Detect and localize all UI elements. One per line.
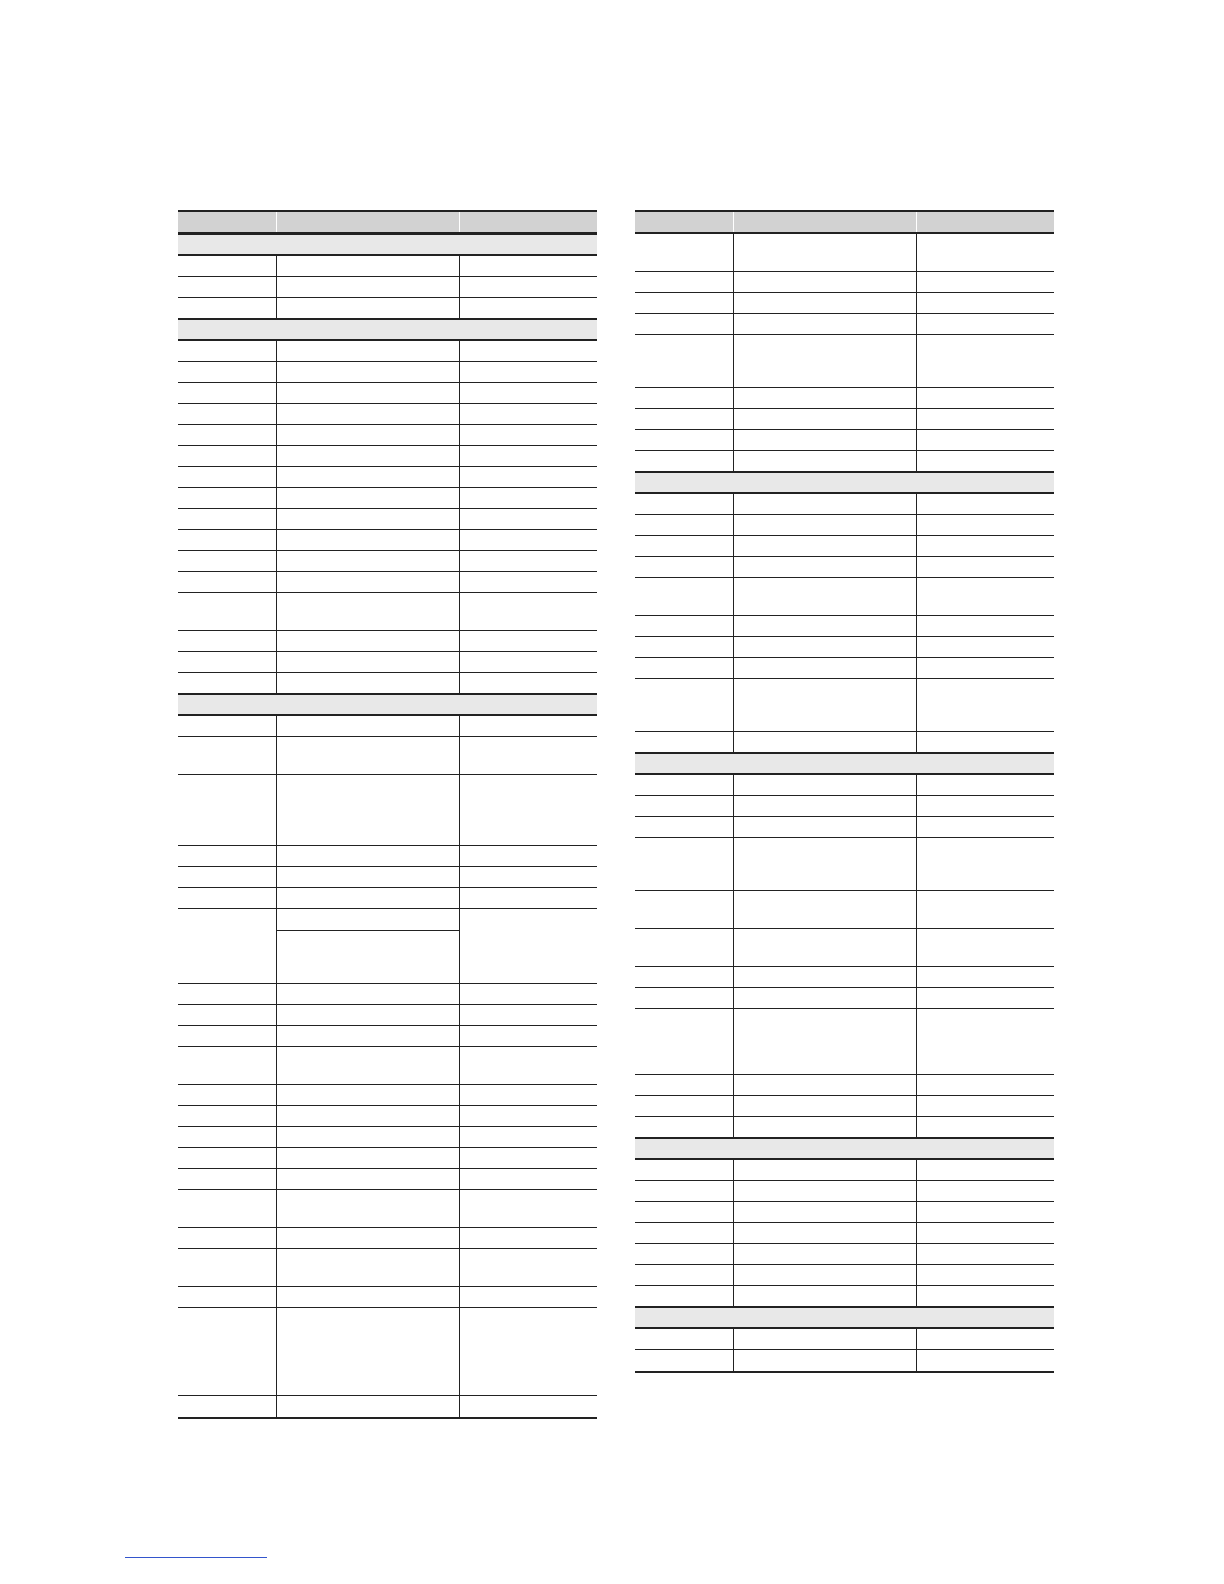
column-divider	[916, 494, 917, 514]
table-row	[178, 716, 597, 737]
column-divider	[276, 1026, 277, 1046]
column-divider	[733, 578, 734, 615]
column-divider	[276, 425, 277, 445]
table-row	[635, 335, 1054, 388]
table-row	[178, 1287, 597, 1308]
column-divider	[459, 1308, 460, 1395]
column-divider	[459, 551, 460, 571]
table-row	[635, 1286, 1054, 1307]
table-row	[635, 679, 1054, 732]
column-divider	[733, 637, 734, 657]
table-row	[635, 1329, 1054, 1350]
table-row	[635, 1244, 1054, 1265]
column-divider	[459, 631, 460, 651]
column-divider	[459, 1026, 460, 1046]
column-divider	[459, 1169, 460, 1189]
column-divider	[276, 673, 277, 693]
table-row	[635, 557, 1054, 578]
column-divider	[733, 732, 734, 752]
column-divider	[733, 557, 734, 577]
table-row	[178, 1169, 597, 1190]
table-row	[635, 616, 1054, 637]
section-row	[635, 753, 1054, 775]
column-divider	[459, 383, 460, 403]
column-divider	[276, 737, 277, 774]
table-row	[635, 1265, 1054, 1286]
column-divider	[276, 846, 277, 866]
table-row	[178, 256, 597, 277]
column-divider	[459, 1148, 460, 1168]
column-divider	[276, 1190, 277, 1227]
left-table	[178, 210, 597, 1419]
section-row	[635, 1138, 1054, 1160]
table-row	[635, 536, 1054, 557]
column-divider	[276, 888, 277, 908]
column-divider	[916, 838, 917, 890]
column-divider	[276, 1308, 277, 1395]
table-row	[178, 775, 597, 846]
column-divider	[733, 1329, 734, 1349]
table-row	[635, 838, 1054, 891]
table-row	[635, 1096, 1054, 1117]
table-row	[178, 1026, 597, 1047]
column-divider	[459, 1287, 460, 1307]
table-row	[635, 1117, 1054, 1138]
column-divider	[276, 277, 277, 297]
column-divider	[459, 488, 460, 508]
column-divider	[733, 388, 734, 408]
table-row	[178, 467, 597, 488]
table-row	[635, 430, 1054, 451]
column-divider	[733, 272, 734, 292]
column-divider	[459, 212, 460, 232]
column-divider	[733, 1117, 734, 1137]
column-divider	[733, 1181, 734, 1201]
table-row	[178, 277, 597, 298]
column-divider	[916, 212, 917, 232]
column-divider	[916, 335, 917, 387]
table-header	[635, 210, 1054, 234]
table-row	[178, 383, 597, 404]
column-divider	[459, 1005, 460, 1025]
table-row	[178, 1228, 597, 1249]
column-divider	[276, 404, 277, 424]
table-row	[635, 1009, 1054, 1075]
section-row	[178, 319, 597, 341]
table-row	[178, 1190, 597, 1228]
column-divider	[733, 838, 734, 890]
column-divider	[733, 1265, 734, 1285]
table-row	[635, 732, 1054, 753]
column-divider	[733, 1244, 734, 1264]
column-divider	[916, 293, 917, 313]
column-divider	[916, 1329, 917, 1349]
column-divider	[733, 212, 734, 232]
table-row	[178, 298, 597, 319]
table-row	[178, 593, 597, 631]
column-divider	[276, 551, 277, 571]
table-row	[178, 488, 597, 509]
column-divider	[733, 817, 734, 837]
column-divider	[733, 234, 734, 271]
column-divider	[733, 967, 734, 987]
column-divider	[276, 488, 277, 508]
column-divider	[916, 929, 917, 966]
column-divider	[916, 1350, 917, 1371]
column-divider	[916, 775, 917, 795]
column-divider	[276, 716, 277, 736]
column-divider	[459, 509, 460, 529]
column-divider	[459, 593, 460, 630]
column-divider	[916, 1117, 917, 1137]
column-divider	[459, 404, 460, 424]
column-divider	[459, 530, 460, 550]
column-divider	[733, 1350, 734, 1371]
column-divider	[459, 572, 460, 592]
table-row	[178, 509, 597, 530]
column-divider	[916, 536, 917, 556]
table-row	[635, 272, 1054, 293]
column-divider	[916, 314, 917, 334]
column-divider	[459, 1249, 460, 1286]
column-divider	[276, 1396, 277, 1417]
column-divider	[916, 891, 917, 928]
column-divider	[459, 1085, 460, 1105]
column-divider	[276, 1249, 277, 1286]
column-divider	[459, 277, 460, 297]
column-divider	[733, 515, 734, 535]
column-divider	[276, 362, 277, 382]
column-divider	[733, 929, 734, 966]
column-divider	[276, 631, 277, 651]
column-divider	[733, 796, 734, 816]
table-row	[178, 1106, 597, 1127]
column-divider	[276, 1106, 277, 1126]
table-row	[178, 867, 597, 888]
column-divider	[459, 362, 460, 382]
column-divider	[459, 1228, 460, 1248]
table-row	[635, 451, 1054, 472]
column-divider	[733, 335, 734, 387]
column-divider	[276, 867, 277, 887]
column-divider	[276, 1005, 277, 1025]
table-row	[178, 1127, 597, 1148]
section-row	[178, 694, 597, 716]
table-header	[178, 210, 597, 234]
table-row	[635, 409, 1054, 430]
column-divider	[916, 388, 917, 408]
column-divider	[459, 673, 460, 693]
table-row	[635, 494, 1054, 515]
column-divider	[459, 1047, 460, 1084]
column-divider	[459, 446, 460, 466]
column-divider	[276, 1085, 277, 1105]
cell-split-line	[276, 930, 459, 931]
table-row	[178, 572, 597, 593]
column-divider	[276, 909, 277, 983]
column-divider	[459, 1190, 460, 1227]
column-divider	[459, 909, 460, 983]
column-divider	[459, 737, 460, 774]
table-row	[178, 425, 597, 446]
table-row	[178, 673, 597, 694]
column-divider	[276, 1148, 277, 1168]
table-row	[178, 984, 597, 1005]
column-divider	[459, 1106, 460, 1126]
column-divider	[916, 557, 917, 577]
table-row	[178, 631, 597, 652]
column-divider	[916, 409, 917, 429]
column-divider	[276, 572, 277, 592]
table-row	[635, 796, 1054, 817]
column-divider	[916, 1202, 917, 1222]
table-row	[635, 388, 1054, 409]
column-divider	[276, 530, 277, 550]
column-divider	[916, 1265, 917, 1285]
column-divider	[916, 637, 917, 657]
column-divider	[459, 341, 460, 361]
table-row	[635, 1181, 1054, 1202]
column-divider	[459, 867, 460, 887]
column-divider	[459, 298, 460, 318]
table-row	[178, 341, 597, 362]
column-divider	[916, 967, 917, 987]
column-divider	[459, 716, 460, 736]
table-row	[635, 1160, 1054, 1181]
column-divider	[733, 988, 734, 1008]
column-divider	[459, 888, 460, 908]
column-divider	[916, 658, 917, 678]
column-divider	[276, 1228, 277, 1248]
column-divider	[276, 1047, 277, 1084]
column-divider	[916, 451, 917, 471]
column-divider	[733, 430, 734, 450]
section-row	[178, 234, 597, 256]
column-divider	[733, 616, 734, 636]
column-divider	[733, 293, 734, 313]
column-divider	[916, 1244, 917, 1264]
column-divider	[916, 616, 917, 636]
table-row	[178, 1148, 597, 1169]
column-divider	[459, 1127, 460, 1147]
column-divider	[276, 298, 277, 318]
column-divider	[916, 732, 917, 752]
table-row	[635, 967, 1054, 988]
column-divider	[459, 652, 460, 672]
column-divider	[459, 846, 460, 866]
table-row	[178, 404, 597, 425]
column-divider	[276, 383, 277, 403]
table-row	[178, 551, 597, 572]
column-divider	[733, 1160, 734, 1180]
column-divider	[276, 446, 277, 466]
table-row	[178, 652, 597, 673]
table-row	[178, 530, 597, 551]
table-row	[635, 775, 1054, 796]
column-divider	[733, 1075, 734, 1095]
table-row	[178, 1396, 597, 1417]
table-row	[635, 293, 1054, 314]
column-divider	[733, 1286, 734, 1306]
column-divider	[916, 1181, 917, 1201]
table-row	[635, 891, 1054, 929]
column-divider	[276, 212, 277, 232]
column-divider	[276, 1169, 277, 1189]
column-divider	[276, 652, 277, 672]
column-divider	[916, 1009, 917, 1074]
table-row	[178, 1005, 597, 1026]
table-row	[635, 988, 1054, 1009]
column-divider	[276, 1127, 277, 1147]
table-row	[178, 1047, 597, 1085]
column-divider	[459, 1396, 460, 1417]
table-row	[178, 909, 597, 984]
column-divider	[916, 817, 917, 837]
column-divider	[733, 679, 734, 731]
column-divider	[916, 430, 917, 450]
column-divider	[459, 984, 460, 1004]
column-divider	[276, 256, 277, 276]
table-row	[635, 637, 1054, 658]
column-divider	[733, 409, 734, 429]
table-row	[178, 846, 597, 867]
table-row	[178, 362, 597, 383]
column-divider	[916, 1286, 917, 1306]
table-row	[178, 1249, 597, 1287]
column-divider	[916, 1075, 917, 1095]
footer-link-underline[interactable]	[125, 1557, 267, 1558]
column-divider	[733, 451, 734, 471]
column-divider	[916, 1160, 917, 1180]
table-row	[635, 578, 1054, 616]
column-divider	[733, 314, 734, 334]
table-row	[178, 1308, 597, 1396]
column-divider	[733, 536, 734, 556]
column-divider	[276, 984, 277, 1004]
table-row	[635, 234, 1054, 272]
column-divider	[733, 1223, 734, 1243]
column-divider	[733, 1096, 734, 1116]
table-row	[178, 737, 597, 775]
column-divider	[916, 988, 917, 1008]
table-row	[635, 929, 1054, 967]
column-divider	[916, 272, 917, 292]
column-divider	[733, 494, 734, 514]
right-table	[635, 210, 1054, 1373]
column-divider	[733, 891, 734, 928]
column-divider	[276, 593, 277, 630]
section-row	[635, 1307, 1054, 1329]
column-divider	[916, 234, 917, 271]
table-row	[178, 1085, 597, 1106]
column-divider	[916, 1223, 917, 1243]
table-row	[178, 446, 597, 467]
column-divider	[733, 775, 734, 795]
table-row	[635, 658, 1054, 679]
table-row	[635, 817, 1054, 838]
column-divider	[276, 775, 277, 845]
column-divider	[276, 467, 277, 487]
section-row	[635, 472, 1054, 494]
column-divider	[276, 1287, 277, 1307]
column-divider	[916, 515, 917, 535]
column-divider	[733, 658, 734, 678]
column-divider	[276, 509, 277, 529]
column-divider	[916, 1096, 917, 1116]
column-divider	[733, 1202, 734, 1222]
column-divider	[916, 796, 917, 816]
table-row	[635, 1350, 1054, 1371]
column-divider	[733, 1009, 734, 1074]
column-divider	[459, 256, 460, 276]
column-divider	[459, 425, 460, 445]
column-divider	[916, 578, 917, 615]
table-row	[635, 515, 1054, 536]
column-divider	[459, 467, 460, 487]
table-row	[635, 1202, 1054, 1223]
column-divider	[459, 775, 460, 845]
column-divider	[916, 679, 917, 731]
table-row	[635, 314, 1054, 335]
column-divider	[276, 341, 277, 361]
table-row	[635, 1075, 1054, 1096]
table-row	[635, 1223, 1054, 1244]
table-row	[178, 888, 597, 909]
